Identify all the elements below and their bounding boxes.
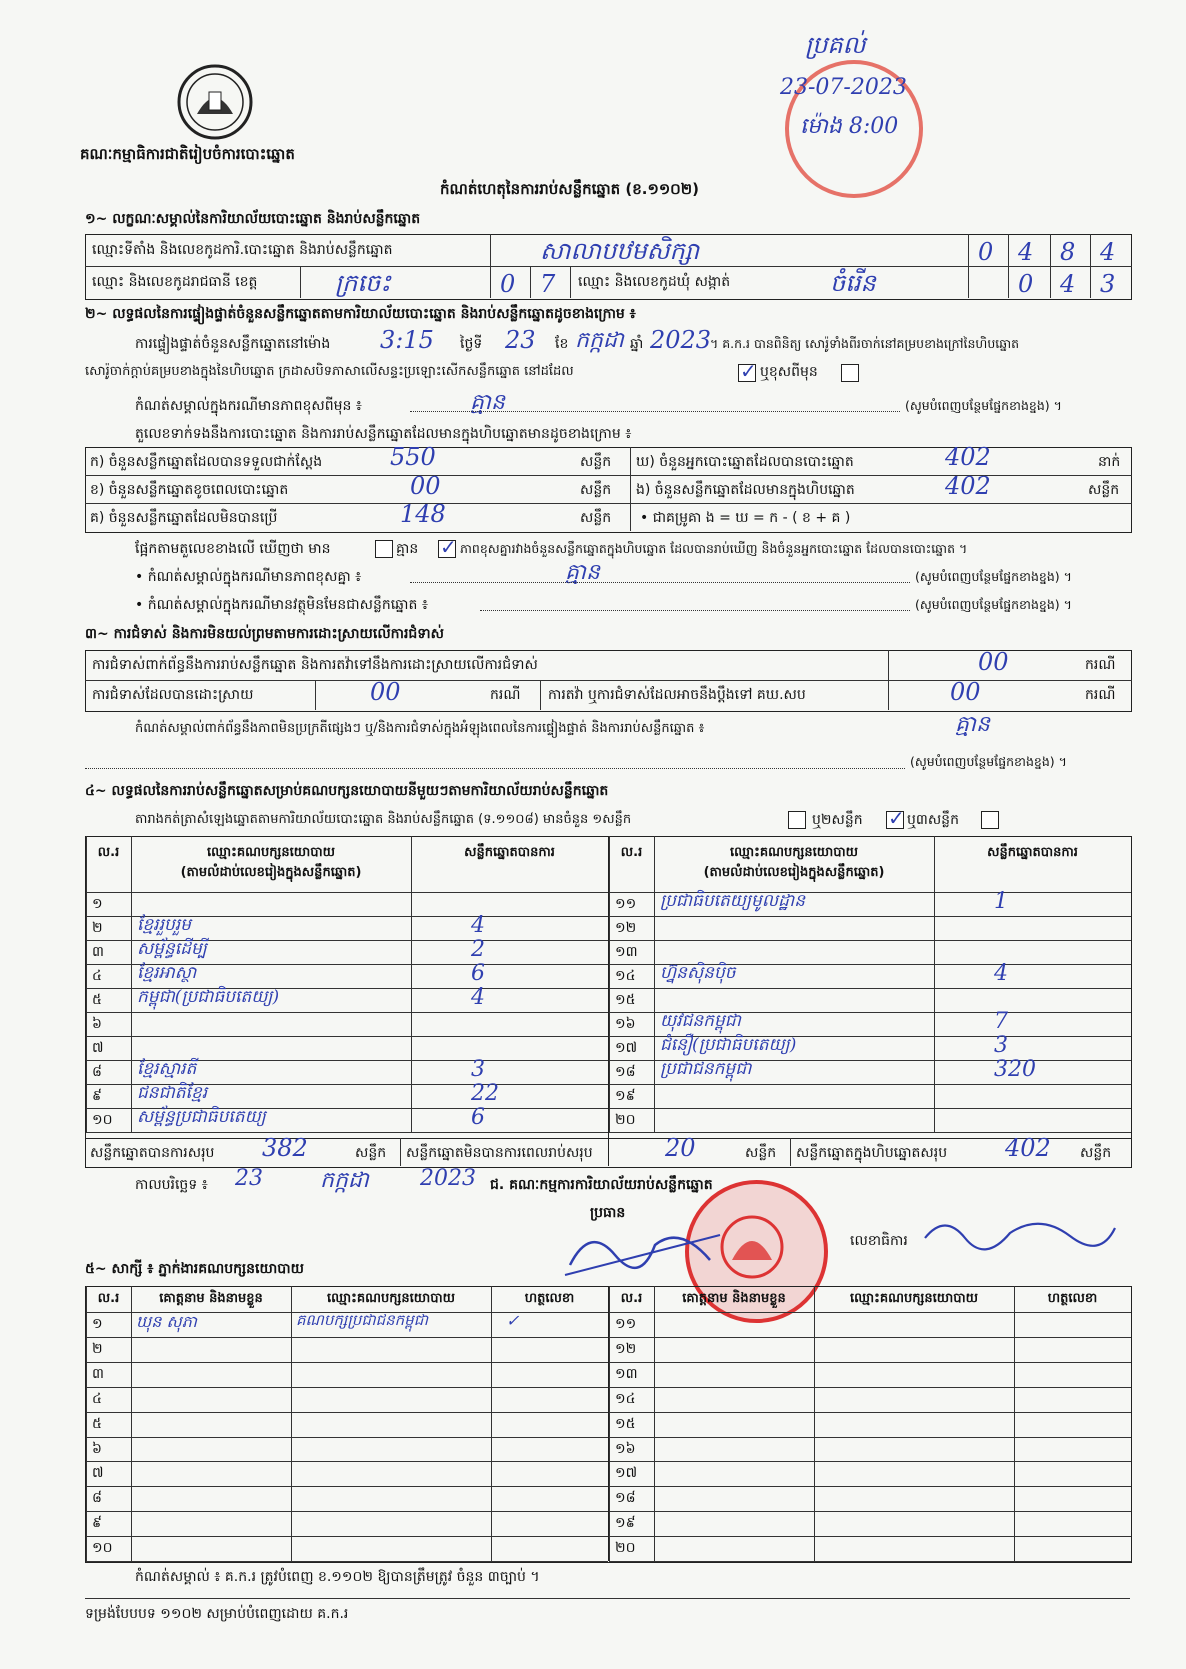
- row-divider: [609, 1108, 1131, 1109]
- org-name: គណៈកម្មាធិការជាតិរៀបចំការបោះឆ្នោត: [80, 145, 295, 163]
- total-box-unit: សន្លឹក: [1080, 1145, 1112, 1161]
- objection-row2-label2: ការតវ៉ា ឬការជំទាស់ដែលអាចនឹងប្ដឹងទៅ គឃ.សប: [548, 687, 806, 703]
- chair-signature: [560, 1215, 730, 1289]
- result-row-number: ១៥: [615, 992, 636, 1008]
- row-divider: [86, 1511, 608, 1512]
- receipt-note-time: ម៉ោង 8:00: [800, 114, 899, 139]
- result-row-number: ៧: [92, 1040, 104, 1056]
- result-row-number: ៥: [92, 992, 102, 1008]
- result-votes: 320: [994, 1057, 1036, 1082]
- row-divider: [609, 1561, 1131, 1562]
- verify-text2: ។ គ.ក.រ បានពិនិត្យ សោរ៉ូទាំងពីរចាក់នៅគម្របខាងក្រៅនៃហិបឆ្នោត: [710, 336, 1020, 351]
- secretary-signature: [920, 1208, 1120, 1257]
- witness-row-number: ១២: [615, 1340, 637, 1357]
- column-divider: [131, 1286, 132, 1561]
- result-party-name: យុវជនកម្ពុជា: [660, 1011, 741, 1031]
- total-valid-unit: សន្លឹក: [355, 1145, 387, 1161]
- witness-row-number: ២: [92, 1340, 103, 1357]
- form-title: កំណត់ហេតុនៃការរាប់សន្លឹកឆ្នោត (ខ.១១០២): [440, 180, 700, 198]
- changed-checkbox[interactable]: [841, 364, 859, 382]
- result-row-number: ៩: [92, 1088, 102, 1104]
- verify-day: 23: [505, 326, 536, 354]
- committee-label: ជ. គណៈកម្មការការិយាល័យរាប់សន្លឹកឆ្នោត: [490, 1177, 713, 1193]
- column-header: ល.រ: [620, 1291, 643, 1306]
- other-note-label: • កំណត់សម្គាល់ក្នុងករណីមានវត្ថុមិនមែនជាសន្លឹកឆ្នោត ៖: [135, 597, 428, 613]
- difference-no-checkbox[interactable]: [438, 540, 456, 558]
- witness-row-number: ៦: [92, 1440, 102, 1457]
- commune-code-3: 3: [1100, 270, 1116, 298]
- count-d-label: ឃ) ចំនួនអ្នកបោះឆ្នោតដែលបានបោះឆ្នោត: [636, 454, 854, 470]
- section5-title: ៥~ សាក្សី ៖ ភ្នាក់ងារគណបក្សនយោបាយ: [85, 1261, 304, 1277]
- column-subheader: (តាមលំដាប់លេខរៀងក្នុងសន្លឹកឆ្នោត): [180, 865, 362, 880]
- location-code-3: 8: [1060, 238, 1076, 266]
- column-header: សន្លឹកឆ្នោតបានការ: [464, 845, 555, 860]
- column-divider: [291, 1286, 292, 1561]
- row-divider: [86, 1437, 608, 1438]
- form-footer: ទម្រង់បែបបទ ១១០២ សម្រាប់បំពេញដោយ គ.ក.រ: [85, 1606, 349, 1622]
- total-invalid-label: សន្លឹកឆ្នោតមិនបានការពេលរាប់សរុប: [406, 1145, 593, 1161]
- result-party-name: សម្ព័ន្ធប្រជាធិបតេយ្យ: [137, 1107, 266, 1127]
- witness-row-number: ១៩: [615, 1515, 636, 1532]
- column-divider: [609, 1286, 610, 1561]
- row-divider: [609, 1461, 1131, 1462]
- column-header: ហត្ថលេខា: [1047, 1291, 1098, 1306]
- date-month: កក្កដា: [320, 1168, 369, 1193]
- column-header: ឈ្មោះគណបក្សនយោបាយ: [850, 1291, 978, 1306]
- column-divider: [86, 1286, 87, 1561]
- date-year: 2023: [420, 1166, 476, 1191]
- witness-party: គណបក្សប្រជាជនកម្ពុជា: [296, 1311, 428, 1329]
- result-row-number: ១២: [615, 920, 637, 936]
- result-row-number: ១០: [92, 1112, 113, 1128]
- result-party-name: ប្រជាធិបតេយ្យមូលដ្ឋាន: [660, 891, 806, 911]
- verify-year: 2023: [650, 326, 712, 354]
- sheets-2-checkbox[interactable]: [886, 811, 904, 829]
- diff-note-hint: (សូមបំពេញបន្ថែមផ្នែកខាងខ្នង) ។: [915, 569, 1072, 584]
- column-header: ល.រ: [97, 845, 120, 860]
- count-c-unit: សន្លឹក: [580, 510, 612, 526]
- column-header: គោត្តនាម និងនាមខ្លួន: [682, 1291, 786, 1306]
- province-value: ក្រចេះ: [335, 269, 391, 297]
- witness-name: ឃុន សុភា: [136, 1312, 197, 1331]
- objection-row1-value: 00: [978, 648, 1009, 676]
- column-header: ឈ្មោះគណបក្សនយោបាយ: [327, 1291, 455, 1306]
- row-divider: [609, 1362, 1131, 1363]
- section4-title: ៤~ លទ្ធផលនៃការរាប់សន្លឹកឆ្នោតសម្រាប់គណបក្សនយោបាយនីមួយៗតាមការិយាល័យរាប់សន្លឹកឆ្នោត: [85, 783, 609, 799]
- column-divider: [411, 836, 412, 1132]
- chair-label: ប្រធាន: [590, 1205, 626, 1221]
- row-divider: [609, 1084, 1131, 1085]
- column-divider: [491, 1286, 492, 1561]
- result-row-number: ១: [92, 896, 103, 912]
- witness-row-number: ៨: [92, 1490, 102, 1507]
- row-divider: [86, 1362, 608, 1363]
- count-e-label: ង) ចំនួនសន្លឹកឆ្នោតដែលមានក្នុងហិបឆ្នោត: [636, 482, 855, 498]
- result-row-number: ១៣: [615, 944, 638, 960]
- row-divider: [609, 1132, 1131, 1133]
- unchanged-checkbox[interactable]: [738, 364, 756, 382]
- compare-text: ផ្អែកតាមតួលេខខាងលើ ឃើញថា មាន: [135, 541, 331, 557]
- receipt-note-line1: ប្រគល់: [805, 31, 866, 59]
- column-divider: [814, 1286, 815, 1561]
- column-divider: [654, 836, 655, 1132]
- row-divider: [86, 1536, 608, 1537]
- count-b-label: ខ) ចំនួនសន្លឹកឆ្នោតខូចពេលបោះឆ្នោត: [90, 482, 289, 498]
- row-divider: [609, 916, 1131, 917]
- result-party-name: ខ្មែរស្មារតី: [137, 1059, 197, 1079]
- witness-row-number: ១៧: [615, 1465, 638, 1482]
- difference-yes-checkbox[interactable]: [375, 540, 393, 558]
- result-party-name: ប្រជាជនកម្ពុជា: [660, 1059, 752, 1079]
- objection-row1-unit: ករណី: [1085, 657, 1116, 673]
- location-code-2: 4: [1018, 238, 1034, 266]
- province-code-1: 0: [500, 270, 516, 298]
- results-totals: [85, 1138, 1132, 1168]
- counts-intro: តួលេខទាក់ទងនឹងការបោះឆ្នោត និងការរាប់សន្លឹកឆ្នោតដែលមានក្នុងហិបឆ្នោតមានដូចខាងក្រោម ៖: [135, 426, 632, 442]
- verify-text3: សោរ៉ូចាក់ក្ដាប់គម្របខាងក្នុងនៃហិបឆ្នោត ក្រដាសបិទភាសាលើសន្ទះប្រឡោះសើកសន្លឹកឆ្នោត នៅដដែល: [85, 364, 574, 379]
- result-votes: 6: [471, 961, 485, 986]
- commune-code-2: 4: [1060, 270, 1076, 298]
- column-divider: [609, 836, 610, 1132]
- result-row-number: ១៦: [615, 1016, 636, 1032]
- verify-month-label: ខែ: [555, 336, 569, 352]
- count-d-value: 402: [945, 443, 991, 471]
- witness-row-number: ៧: [92, 1465, 104, 1482]
- verify-month: កក្កដា: [575, 328, 624, 353]
- province-label: ឈ្មោះ និងលេខកូដរាជធានី ខេត្ត: [92, 274, 258, 290]
- section2-title: ២~ លទ្ធផលនៃការផ្ទៀងផ្ទាត់ចំនួនសន្លឹកឆ្នោតតាមការិយាល័យបោះឆ្នោត និងរាប់សន្លឹកឆ្នោតដូចខាងក្រោម ៖: [85, 306, 636, 322]
- result-votes: 2: [471, 937, 485, 962]
- objection-row2-label: ការជំទាស់ដែលបានដោះស្រាយ: [92, 687, 254, 703]
- other-note-hint: (សូមបំពេញបន្ថែមផ្នែកខាងខ្នង) ។: [915, 597, 1072, 612]
- nec-emblem-icon: [175, 62, 255, 142]
- secretary-label: លេខាធិការ: [850, 1233, 908, 1249]
- tally-sheets-text: តារាងកត់ត្រាសំឡេងឆ្នោតតាមការិយាល័យបោះឆ្នោត និងរាប់សន្លឹកឆ្នោត (ទ.១១០៨) មានចំនួន ១សន្លឹក: [135, 812, 632, 827]
- result-party-name: កម្ពុជា(ប្រជាធិបតេយ្យ): [137, 987, 280, 1007]
- column-divider: [131, 836, 132, 1132]
- result-row-number: ២០: [615, 1112, 636, 1128]
- header-divider: [86, 892, 608, 893]
- witness-row-number: ៥: [92, 1415, 102, 1432]
- row-divider: [609, 1337, 1131, 1338]
- result-votes: 4: [471, 985, 485, 1010]
- count-e-unit: សន្លឹក: [1088, 482, 1120, 498]
- row-divider: [86, 1412, 608, 1413]
- footnote: កំណត់សម្គាល់ ៖ គ.ក.រ ត្រូវបំពេញ ខ.១១០២ ឱ្យបានត្រឹមត្រូវ ចំនួន ៣ច្បាប់ ។: [135, 1569, 540, 1585]
- witness-row-number: ១០: [92, 1540, 113, 1557]
- column-divider: [86, 836, 87, 1132]
- formula: • ជាគម្រូគា ង = ឃ = ក - ( ខ + គ ): [640, 510, 851, 526]
- result-party-name: ហ្វ៊ុនស៊ិនប៉ិច: [660, 963, 736, 983]
- witness-signature: ✓: [506, 1311, 520, 1330]
- row-divider: [86, 1012, 608, 1013]
- result-votes: 7: [994, 1009, 1008, 1034]
- result-votes: 22: [471, 1081, 499, 1106]
- date-day: 23: [235, 1166, 263, 1191]
- total-valid-value: 382: [262, 1134, 308, 1162]
- verify-year-label: ឆ្នាំ: [630, 336, 644, 352]
- column-divider: [654, 1286, 655, 1561]
- row-divider: [86, 1387, 608, 1388]
- count-e-value: 402: [945, 472, 991, 500]
- witness-row-number: ២០: [615, 1540, 636, 1557]
- result-votes: 4: [994, 961, 1008, 986]
- change-note-hint: (សូមបំពេញបន្ថែមផ្នែកខាងខ្នង) ។: [905, 398, 1062, 413]
- sheets-1-checkbox[interactable]: [788, 811, 806, 829]
- column-header: ល.រ: [620, 845, 643, 860]
- result-votes: 6: [471, 1105, 485, 1130]
- section3-title: ៣~ ការជំទាស់ និងការមិនយល់ព្រមតាមការដោះស្រាយលើការជំទាស់: [85, 626, 444, 642]
- row-divider: [609, 988, 1131, 989]
- column-header: គោត្តនាម និងនាមខ្លួន: [159, 1291, 263, 1306]
- row-divider: [86, 1486, 608, 1487]
- result-row-number: ១៩: [615, 1088, 636, 1104]
- witness-row-number: ១៥: [615, 1415, 636, 1432]
- result-votes: 3: [994, 1033, 1008, 1058]
- witness-row-number: ១៨: [615, 1490, 636, 1507]
- verify-text1: ការផ្ទៀងផ្ទាត់ចំនួនសន្លឹកឆ្នោតនៅម៉ោង: [135, 336, 331, 352]
- column-header: ឈ្មោះគណបក្សនយោបាយ: [730, 845, 858, 860]
- change-note-label: កំណត់សម្គាល់ក្នុងករណីមានភាពខុសពីមុន ៖: [135, 398, 362, 414]
- row-divider: [609, 1511, 1131, 1512]
- row-divider: [86, 1461, 608, 1462]
- diff-note-label: • កំណត់សម្គាល់ក្នុងករណីមានភាពខុសគ្នា ៖: [135, 569, 362, 585]
- irregularity-label: កំណត់សម្គាល់ពាក់ព័ន្ធនឹងភាពមិនប្រក្រតីផ្សេងៗ ឬ/និងការជំទាស់ក្នុងអំឡុងពេលនៃការផ្ទៀងផ្ទាត់ និងការរាប់សន្លឹកឆ្នោត ៖: [135, 721, 705, 736]
- witness-row-number: ៣: [92, 1365, 104, 1382]
- location-code-4: 4: [1100, 238, 1116, 266]
- total-box-label: សន្លឹកឆ្នោតក្នុងហិបឆ្នោតសរុប: [796, 1145, 948, 1161]
- objection-row2-unit2: ករណី: [1085, 687, 1116, 703]
- result-party-name: ជនជាតិខ្មែរ: [137, 1083, 208, 1103]
- count-c-label: គ) ចំនួនសន្លឹកឆ្នោតដែលមិនបានប្រើ: [90, 510, 278, 526]
- column-divider: [1014, 1286, 1015, 1561]
- result-party-name: ជំនឿ(ប្រជាធិបតេយ្យ): [660, 1035, 797, 1055]
- witness-row-number: ១១: [615, 1316, 637, 1332]
- verify-day-label: ថ្ងៃទី: [460, 336, 483, 352]
- receipt-note-date: 23-07-2023: [780, 75, 907, 100]
- count-a-label: ក) ចំនួនសន្លឹកឆ្នោតដែលបានទទួលជាក់ស្ដែង: [90, 454, 323, 470]
- result-row-number: ១៨: [615, 1064, 636, 1080]
- result-row-number: ១៤: [615, 968, 636, 984]
- column-header: ហត្ថលេខា: [524, 1291, 575, 1306]
- count-b-value: 00: [410, 472, 441, 500]
- location-label: ឈ្មោះទីតាំង និងលេខកូដការិ.បោះឆ្នោត និងរាប់សន្លឹកឆ្នោត: [92, 242, 393, 258]
- row-divider: [609, 1486, 1131, 1487]
- result-row-number: ៦: [92, 1016, 102, 1032]
- result-row-number: ១៧: [615, 1040, 638, 1056]
- count-d-unit: នាក់: [1098, 454, 1121, 470]
- row-divider: [609, 1412, 1131, 1413]
- diff-note-value: គ្មាន: [565, 560, 600, 585]
- sheets-3-label: ឬ៣សន្លឹក: [907, 812, 959, 828]
- row-divider: [86, 1036, 608, 1037]
- location-value: សាលាបឋមសិក្សា: [540, 237, 700, 265]
- count-c-value: 148: [400, 500, 446, 528]
- result-row-number: ៣: [92, 944, 104, 960]
- total-invalid-unit: សន្លឹក: [745, 1145, 777, 1161]
- result-party-name: សម្ព័ន្ធដើម្បី: [137, 939, 207, 959]
- column-subheader: (តាមលំដាប់លេខរៀងក្នុងសន្លឹកឆ្នោត): [703, 865, 885, 880]
- row-divider: [86, 1561, 608, 1562]
- row-divider: [609, 940, 1131, 941]
- witness-row-number: ១៤: [615, 1390, 636, 1407]
- change-note-value: គ្មាន: [470, 390, 505, 415]
- result-row-number: ២: [92, 920, 103, 936]
- result-votes: 1: [994, 889, 1008, 914]
- column-header: ឈ្មោះគណបក្សនយោបាយ: [207, 845, 335, 860]
- province-code-2: 7: [540, 270, 556, 298]
- total-invalid-value: 20: [665, 1134, 696, 1162]
- total-valid-label: សន្លឹកឆ្នោតបានការសរុប: [90, 1145, 215, 1161]
- objection-row2-value: 00: [370, 678, 401, 706]
- count-a-unit: សន្លឹក: [580, 454, 612, 470]
- result-votes: 3: [471, 1057, 485, 1082]
- row-divider: [609, 1437, 1131, 1438]
- header-divider: [609, 1312, 1131, 1313]
- changed-label: ឬខុសពីមុន: [760, 364, 818, 380]
- count-b-unit: សន្លឹក: [580, 482, 612, 498]
- row-divider: [86, 1337, 608, 1338]
- irregularity-hint: (សូមបំពេញបន្ថែមផ្នែកខាងខ្នង) ។: [910, 754, 1067, 769]
- row-divider: [609, 1536, 1131, 1537]
- irregularity-value: គ្មាន: [955, 712, 990, 737]
- witness-row-number: ១៦: [615, 1440, 636, 1457]
- result-party-name: ខ្មែររួបរួម: [137, 915, 191, 935]
- witness-row-number: ៩: [92, 1515, 102, 1532]
- result-party-name: ខ្មែរអាស្ថា: [137, 963, 197, 983]
- objection-row1-label: ការជំទាស់ពាក់ព័ន្ធនឹងការរាប់សន្លឹកឆ្នោត និងការតវ៉ាទៅនឹងការដោះស្រាយលើការជំទាស់: [92, 657, 538, 673]
- compare-tail: ភាពខុសគ្នារវាងចំនួនសន្លឹកឆ្នោតក្នុងហិបឆ្នោត ដែលបានរាប់ឃើញ និងចំនួនអ្នកបោះឆ្នោត ដែលបានបោះឆ្នោត ។: [460, 541, 968, 556]
- result-row-number: ៤: [92, 968, 102, 984]
- row-divider: [86, 1132, 608, 1133]
- count-a-value: 550: [390, 443, 436, 471]
- column-header: ល.រ: [97, 1291, 120, 1306]
- commune-label: ឈ្មោះ និងលេខកូដឃុំ សង្កាត់: [578, 274, 731, 290]
- objection-row2-unit: ករណី: [490, 687, 521, 703]
- column-divider: [934, 836, 935, 1132]
- witness-row-number: ១: [92, 1316, 103, 1332]
- witness-row-number: ៤: [92, 1390, 102, 1407]
- result-row-number: ១១: [615, 896, 637, 912]
- row-divider: [609, 1387, 1131, 1388]
- objection-row2-value2: 00: [950, 678, 981, 706]
- commune-code-1: 0: [1018, 270, 1034, 298]
- total-box-value: 402: [1005, 1134, 1051, 1162]
- section1-title: ១~ លក្ខណៈសម្គាល់នៃការិយាល័យបោះឆ្នោត និងរាប់សន្លឹកឆ្នោត: [85, 211, 421, 227]
- verify-time: 3:15: [380, 326, 434, 354]
- result-row-number: ៨: [92, 1064, 102, 1080]
- location-code-1: 0: [978, 238, 994, 266]
- sheets-2-label: ឬ២សន្លឹក: [812, 812, 863, 828]
- result-votes: 4: [471, 913, 485, 938]
- date-label: កាលបរិច្ឆេទ ៖: [135, 1177, 208, 1193]
- sheets-3-checkbox[interactable]: [981, 811, 999, 829]
- witness-row-number: ១៣: [615, 1365, 638, 1382]
- column-header: សន្លឹកឆ្នោតបានការ: [987, 845, 1078, 860]
- commune-value: ចំរើន: [830, 269, 876, 297]
- compare-none-label: គ្មាន: [396, 541, 419, 557]
